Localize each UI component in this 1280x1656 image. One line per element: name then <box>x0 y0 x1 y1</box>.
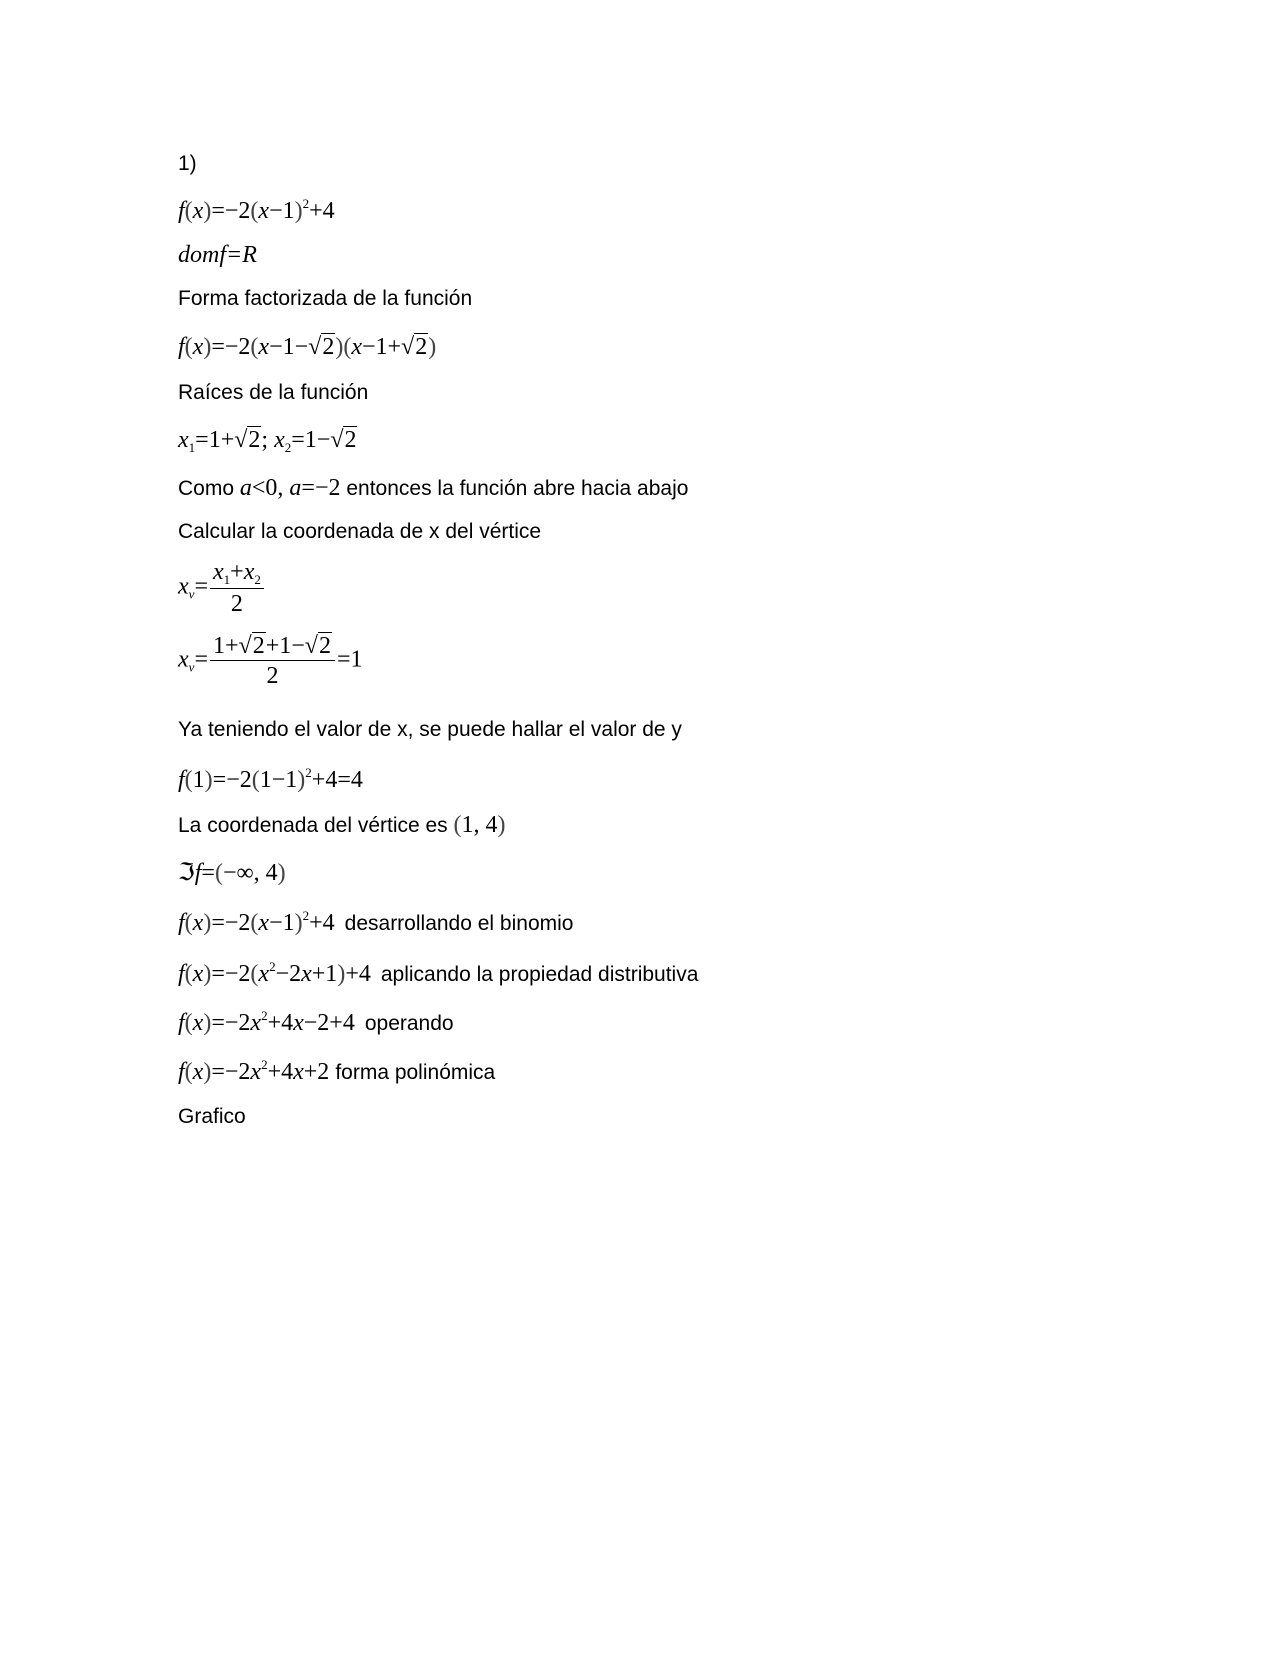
f-of-one: $f(1)=-2(1-1)^2+4=4$ <box>178 765 363 793</box>
vertex-formula: $x_v=$ $\frac{x_1+x_2}{2}$ <box>178 560 266 616</box>
step-1-note: desarrollando el binomio <box>344 912 574 935</box>
concavity-statement: Como a<0, a=−2 entonces la función abre hacia abajo <box>178 475 689 501</box>
vertex-calculation: $x_v=$ $\frac{1+√2+1-√2}{2}$ =1 <box>178 633 363 689</box>
domain-definition: domf=R <box>178 242 257 268</box>
image-definition: ℑf=(−∞, 4) <box>178 860 286 886</box>
step-3-note: operando <box>364 1012 454 1035</box>
factored-form: f(x)=−2(x−1−√2)(x−1+√2) <box>178 334 437 360</box>
roots-heading: Raíces de la función <box>178 381 369 404</box>
function-definition: $f(x)=-2(x-1)^2+4$ <box>178 196 335 224</box>
step-3: $f(x)=-2x^2+4x-2+4$ operando <box>178 1008 454 1036</box>
exercise-number: 1) <box>178 152 197 175</box>
graph-heading: Grafico <box>178 1105 246 1128</box>
step-2: $f(x)=-2(x^2-2x+1)+4$ aplicando la propiedad distributiva <box>178 959 699 987</box>
step-1: $f(x)=-2(x-1)^2+4$ desarrollando el binomio <box>178 908 574 936</box>
factored-heading: Forma factorizada de la función <box>178 287 473 310</box>
vertex-coordinate: La coordenada del vértice es (1, 4) <box>178 812 506 838</box>
roots: $x_1=1+√2$; $x_2=1-√2$ <box>178 427 357 455</box>
step-4: $f(x)=-2x^2+4x+2$ forma polinómica <box>178 1057 496 1085</box>
vertex-x-heading: Calcular la coordenada de x del vértice <box>178 520 542 543</box>
step-4-note: forma polinómica <box>335 1061 496 1084</box>
vertex-y-heading: Ya teniendo el valor de x, se puede hallar el valor de y <box>178 718 682 741</box>
step-2-note: aplicando la propiedad distributiva <box>380 963 699 986</box>
